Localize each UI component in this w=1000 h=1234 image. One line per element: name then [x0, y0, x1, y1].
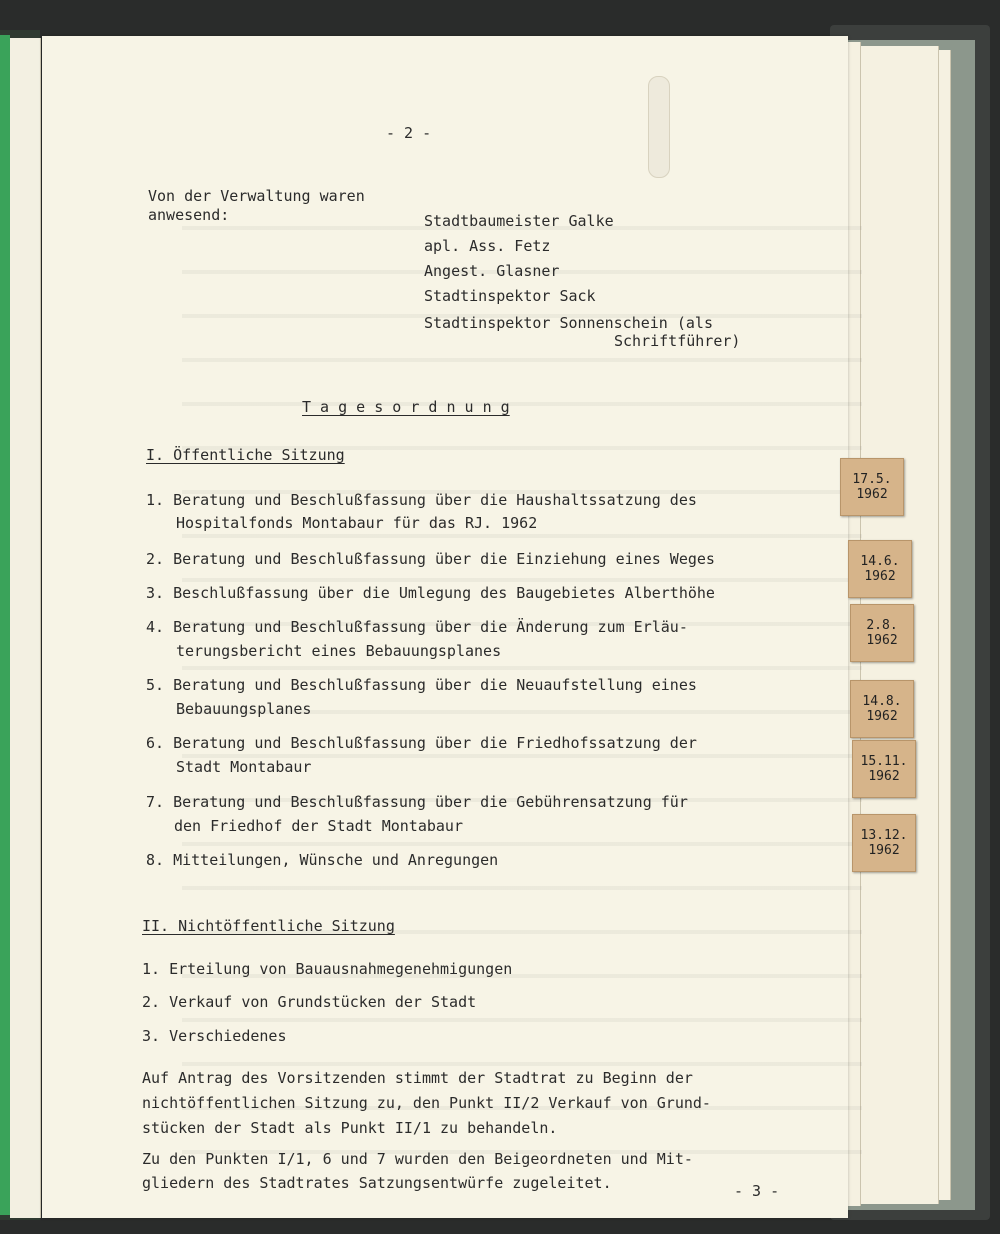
paragraph1-line2: nichtöffentlichen Sitzung zu, den Punkt II/2 Verkauf von Grund-: [142, 1094, 711, 1112]
date-tab[interactable]: [852, 740, 916, 798]
date-tab-day: 13.12.: [860, 828, 908, 843]
date-tab-day: 14.8.: [862, 694, 902, 709]
attendee-name-continued: Schriftführer): [614, 332, 741, 350]
date-tab-year: 1962: [866, 633, 898, 648]
date-tab[interactable]: [850, 680, 914, 738]
page-number-top: - 2 -: [386, 124, 432, 142]
document-page: [42, 36, 848, 1218]
agenda-item-5: 5. Beratung und Beschlußfassung über die Neuaufstellung eines: [146, 676, 697, 694]
agenda-item-2: 2. Beratung und Beschlußfassung über die Einziehung eines Weges: [146, 550, 715, 568]
agenda-item-7: 7. Beratung und Beschlußfassung über die Gebührensatzung für: [146, 793, 688, 811]
date-tab-day: 17.5.: [852, 472, 892, 487]
date-tab-day: 15.11.: [860, 754, 908, 769]
date-tab-day: 2.8.: [866, 618, 898, 633]
attendee-name: Stadtbaumeister Galke: [424, 212, 614, 230]
attendees-intro-line1: Von der Verwaltung waren: [148, 187, 365, 205]
private-item-1: 1. Erteilung von Bauausnahmegenehmigungen: [142, 960, 513, 978]
attendee-name: Angest. Glasner: [424, 262, 560, 280]
binder-spine-cloth: [0, 35, 10, 1215]
date-tab[interactable]: [852, 814, 916, 872]
left-page-edge: [10, 38, 41, 1218]
agenda-item-6: 6. Beratung und Beschlußfassung über die Friedhofssatzung der: [146, 734, 697, 752]
paragraph2-line2: gliedern des Stadtrates Satzungsentwürfe zugeleitet.: [142, 1174, 612, 1192]
agenda-item-4-cont: terungsbericht eines Bebauungsplanes: [176, 642, 502, 660]
paper-clip-mark: [648, 76, 670, 178]
date-tab-year: 1962: [866, 709, 898, 724]
agenda-item-4: 4. Beratung und Beschlußfassung über die Änderung zum Erläu-: [146, 618, 688, 636]
attendee-name: apl. Ass. Fetz: [424, 237, 551, 255]
agenda-item-3: 3. Beschlußfassung über die Umlegung des Baugebietes Alberthöhe: [146, 584, 715, 602]
agenda-item-1: 1. Beratung und Beschlußfassung über die Haushaltssatzung des: [146, 491, 697, 509]
attendee-name: Stadtinspektor Sack: [424, 287, 596, 305]
agenda-item-6-cont: Stadt Montabaur: [176, 758, 312, 776]
agenda-item-8: 8. Mitteilungen, Wünsche und Anregungen: [146, 851, 499, 869]
date-tab-year: 1962: [856, 487, 888, 502]
date-tab[interactable]: [848, 540, 912, 598]
attendee-name: Stadtinspektor Sonnenschein (als: [424, 314, 713, 332]
paragraph2-line1: Zu den Punkten I/1, 6 und 7 wurden den Beigeordneten und Mit-: [142, 1150, 693, 1168]
paragraph1-line1: Auf Antrag des Vorsitzenden stimmt der Stadtrat zu Beginn der: [142, 1069, 693, 1087]
private-session-heading: II. Nichtöffentliche Sitzung: [142, 917, 395, 935]
agenda-item-7-cont: den Friedhof der Stadt Montabaur: [174, 817, 463, 835]
attendees-intro-line2: anwesend:: [148, 206, 230, 224]
date-tab-day: 14.6.: [860, 554, 900, 569]
date-tab[interactable]: [840, 458, 904, 516]
agenda-item-5-cont: Bebauungsplanes: [176, 700, 312, 718]
private-item-3: 3. Verschiedenes: [142, 1027, 287, 1045]
private-item-2: 2. Verkauf von Grundstücken der Stadt: [142, 993, 477, 1011]
page-number-bottom: - 3 -: [734, 1182, 780, 1200]
agenda-title: T a g e s o r d n u n g: [302, 398, 510, 416]
public-session-heading: I. Öffentliche Sitzung: [146, 446, 345, 464]
paragraph1-line3: stücken der Stadt als Punkt II/1 zu behandeln.: [142, 1119, 558, 1137]
date-tab-year: 1962: [864, 569, 896, 584]
date-tab-year: 1962: [868, 769, 900, 784]
agenda-item-1-cont: Hospitalfonds Montabaur für das RJ. 1962: [176, 514, 538, 532]
date-tab-year: 1962: [868, 843, 900, 858]
date-tab[interactable]: [850, 604, 914, 662]
